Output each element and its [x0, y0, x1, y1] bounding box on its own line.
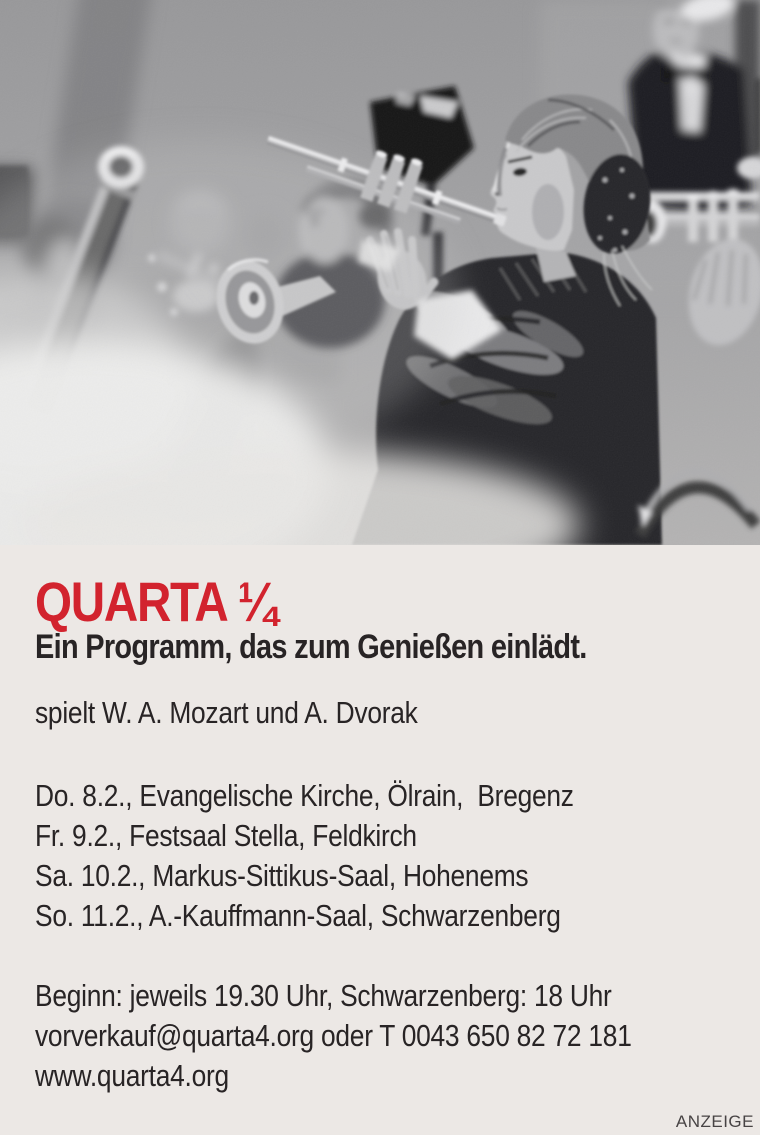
ad-intro-line: spielt W. A. Mozart und A. Dvorak [35, 695, 418, 730]
concert-photo-svg [0, 0, 760, 545]
start-time-line: Beginn: jeweils 19.30 Uhr, Schwarzenberg: 18 Uhr [35, 978, 612, 1013]
ad-headline: QUARTA ¼ [35, 570, 277, 633]
contact-line: vorverkauf@quarta4.org oder T 0043 650 82 72 181 [35, 1018, 632, 1053]
film-grain [0, 0, 760, 545]
event-dates-list [35, 776, 669, 936]
event-details-list [35, 976, 737, 1096]
concert-photo [0, 0, 760, 545]
ad-subheadline: Ein Programm, das zum Genießen einlädt. [35, 628, 587, 666]
website-line: www.quarta4.org [35, 1058, 229, 1093]
event-date-line: Fr. 9.2., Festsaal Stella, Feldkirch [35, 818, 417, 853]
event-date-line: Do. 8.2., Evangelische Kirche, Ölrain, Bregenz [35, 778, 574, 813]
anzeige-label: ANZEIGE [675, 1112, 754, 1131]
event-date-line: So. 11.2., A.-Kauffmann-Saal, Schwarzenberg [35, 898, 561, 933]
event-date-line: Sa. 10.2., Markus-Sittikus-Saal, Hohenems [35, 858, 529, 893]
